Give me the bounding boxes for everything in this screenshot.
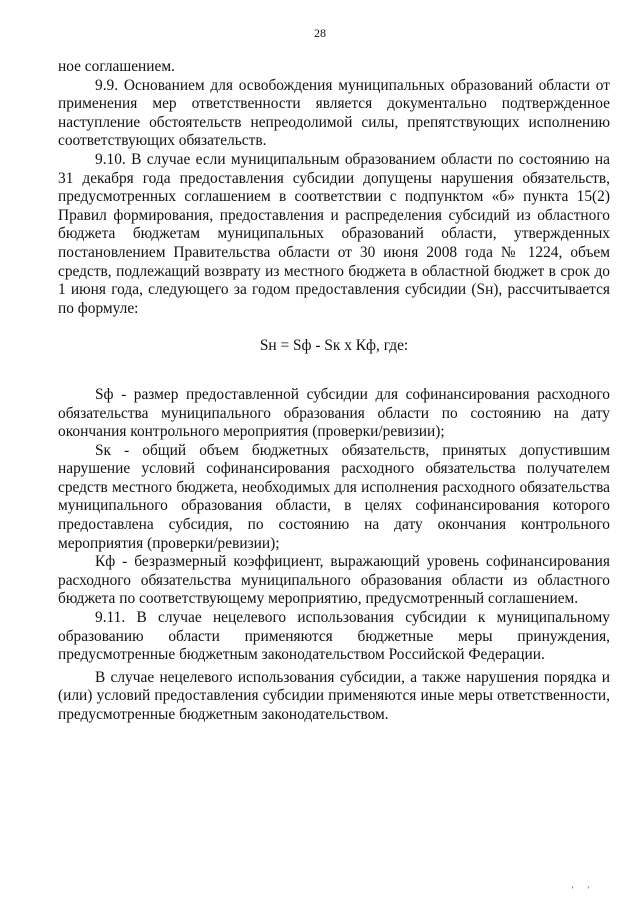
definition-sk: Sк - общий объем бюджетных обязательств, принятых допустившим нарушение условий софинансирования расходного обязательства получателем средств местного бюджета, необходимых для исполнения расходного обязательства муниципального образования области, в целях софинансирования которого предоставлена субсидия, по состоянию на дату окончания контрольного мероприятия (проверки/ревизии); [58,441,610,552]
formula: Sн = Sф - Sк x Кф, где: [259,337,409,355]
paragraph-9-11: 9.11. В случае нецелевого использования субсидии к муниципальному образованию области применяются бюджетные меры принуждения, предусмотренные бюджетным законодательством Российской Федерации. [58,609,610,664]
paragraph-9-9: 9.9. Основанием для освобождения муниципальных образований области от применения мер ответственности является документально подтвержденное наступление обстоятельств непреодолимой силы, препятствующих исполнению соответствующих обязательств. [58,76,610,150]
page-number: 28 [314,26,326,40]
definition-kf: Кф - безразмерный коэффициент, выражающий уровень софинансирования расходного обязательства муниципального образования области из областного бюджета по соответствующему мероприятию, предусмотренный соглашением. [58,553,610,608]
paragraph-final: В случае нецелевого использования субсидии, а также нарушения порядка и (или) условий предоставления субсидии применяются иные меры ответственности, предусмотренные бюджетным законодательством. [58,668,610,723]
definition-sf: Sф - размер предоставленной субсидии для софинансирования расходного обязательства муниципального образования области по состоянию на дату окончания контрольного мероприятия (проверки/ревизии); [58,385,610,441]
paragraph-9-10: 9.10. В случае если муниципальным образованием области по состоянию на 31 декабря года предоставления субсидии допущены нарушения обязательств, предусмотренных соглашением в соответствии с подпунктом «б» пункта 15(2) Правил формирования, предоставления и распределения субсидий из областного бюджета бюджетам муниципальных образований области, утвержденных постановлением Правительства области от 30 июня 2008 года № 1224, объем средств, подлежащий возврату из местного бюджета в областной бюджет в срок до 1 июня года, следующего за годом предоставления субсидии (Sн), рассчитывается по формуле: [58,150,610,317]
scan-marks: ' ' [571,885,595,895]
paragraph-continuation: ное соглашением. [58,58,175,75]
document-body [58,58,610,725]
